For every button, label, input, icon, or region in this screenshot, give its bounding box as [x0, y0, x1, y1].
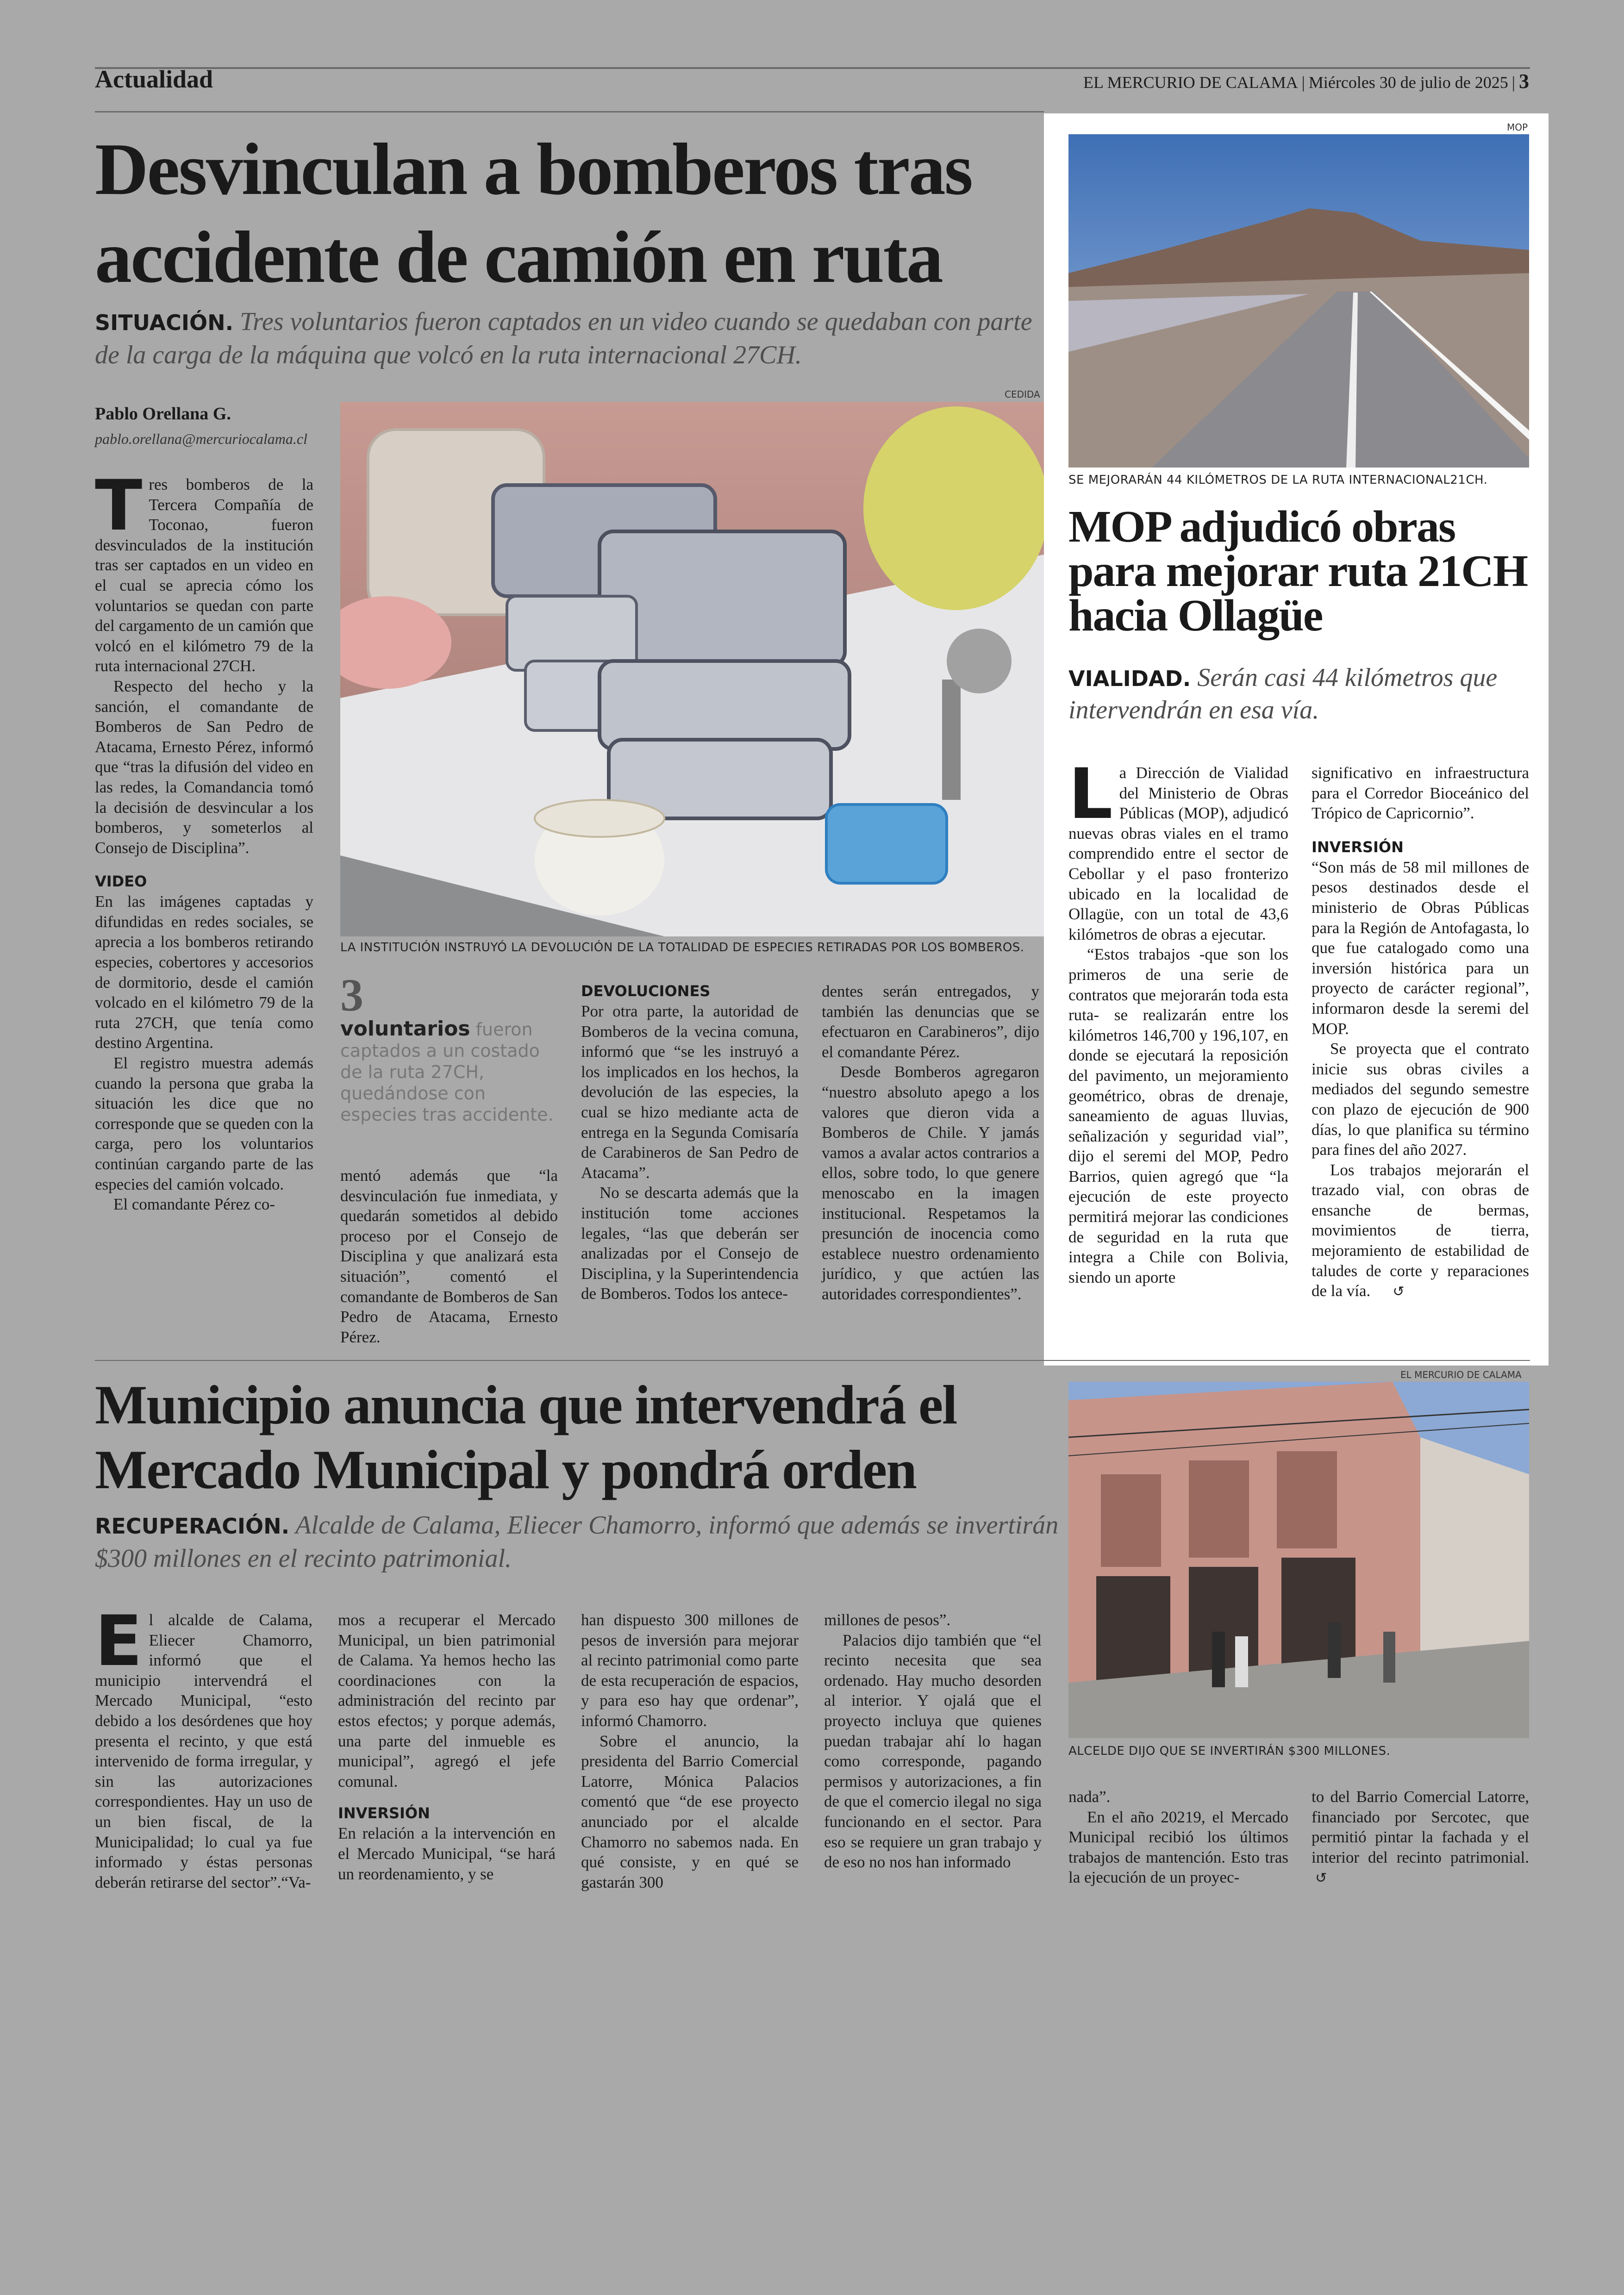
paragraph: Se proyecta que el contrato inicie sus obras civiles a mediados del segundo semestre con plazo de ejecución de 900 días, lo que planifica su término para fines del año 2027.	[1312, 1040, 1529, 1159]
paragraph: nada”.	[1068, 1788, 1111, 1806]
separator: |	[1301, 73, 1305, 92]
headline-line: para mejorar ruta 21CH	[1068, 546, 1528, 596]
deck-text: Serán casi 44 kilómetros que intervendrán en esa vía.	[1068, 663, 1498, 724]
subheading: DEVOLUCIONES	[581, 982, 711, 1000]
factoid-highlight: voluntarios	[340, 1017, 470, 1041]
road-landscape-illustration	[1068, 134, 1529, 468]
paragraph: mos a recuperar el Mercado Municipal, un bien patrimonial de Calama. Ya hemos hecho las coordinaciones con la administración del recinto par estos efectos; y porque además, una parte del inmueble es municipal”, agregó el jefe comunal.	[338, 1611, 556, 1790]
subheading: VIDEO	[95, 873, 147, 891]
section-title: Actualidad	[95, 65, 213, 93]
paragraph: mentó además que “la desvinculación fue inmediata, y quedarán sometidos al debido proceso por el Consejo de Disciplina y que analizará esta situación”, comentó el comandante de Bomberos de San Pedro de Atacama, Ernesto Pérez.	[340, 1166, 558, 1346]
photo-caption: LA INSTITUCIÓN INSTRUYÓ LA DEVOLUCIÓN DE LA TOTALIDAD DE ESPECIES RETIRADAS POR LOS BOMBEROS.	[340, 941, 1024, 954]
end-of-article-icon: ↺	[1315, 1870, 1327, 1887]
article3-column-2	[338, 1610, 556, 1884]
photo-caption: ALCELDE DIJO QUE SE INVERTIRÁN $300 MILLONES.	[1068, 1744, 1391, 1758]
paragraph: No se descarta además que la institución tome acciones legales, “las que deberán ser analizadas por el Consejo de Disciplina, y la Superintendencia de Bomberos. Todos los antece-	[581, 1184, 799, 1303]
article3-column-3	[581, 1610, 799, 1892]
cargo-illustration	[340, 402, 1044, 936]
author-name: Pablo Orellana G.	[95, 404, 231, 424]
section-divider	[95, 1360, 1530, 1361]
article2-deck	[1068, 662, 1531, 726]
headline-line: Desvinculan a bomberos tras	[95, 128, 972, 210]
publication-name: EL MERCURIO DE CALAMA	[1083, 73, 1298, 92]
article1-column-3	[581, 981, 799, 1304]
mercado-municipal-photo	[1068, 1382, 1529, 1738]
article2-headline	[1068, 502, 1531, 641]
factoid-number: 3	[340, 969, 363, 1021]
subheading: INVERSIÓN	[338, 1804, 430, 1822]
page-number: 3	[1519, 70, 1529, 93]
paragraph: En las imágenes captadas y difundidas en redes sociales, se aprecia a los bomberos retirando especies, cobertores y accesorios de dormitorio, desde el camión volcado en el kilómetro 79 de la ruta 27CH, que tenía como destino Argentina.	[95, 892, 313, 1052]
paragraph: El comandante Pérez co-	[113, 1195, 275, 1214]
deck-text: Tres voluntarios fueron captados en un video cuando se quedaban con parte de la carga de la máquina que volcó en la ruta internacional 27CH.	[95, 307, 1032, 369]
article1-deck	[95, 306, 1049, 371]
paragraph: Por otra parte, la autoridad de Bomberos de la vecina comuna, informó que “se les instruyó a los implicados en los hechos, la devolución de las especies, la cual se hizo mediante acta de entrega en la Segunda Comisaría de Carabineros de San Pedro de Atacama”.	[581, 1002, 799, 1182]
headline-line: Mercado Municipal y pondrá orden	[95, 1439, 916, 1500]
paragraph: “Estos trabajos -que son los primeros de una serie de contratos que mejorarán toda esta ruta- se realizarán entre los kilómetros 146,700 y 196,107, en donde se ejecutará la reposición del pavimento, un mejoramiento geométrico, obras de drenaje, saneamiento de aguas lluvias, señalización y seguridad vial”, dijo el seremi del MOP, Pedro Barrios, quien agregó que “la ejecución de este proyecto permitirá mejorar las condiciones de seguridad en la ruta que integra a Chile con Bolivia, siendo un aporte	[1068, 945, 1288, 1286]
drop-cap: L	[1068, 754, 1113, 835]
paragraph: En relación a la intervención en el Mercado Municipal, “se hará un reordenamiento, y se	[338, 1824, 556, 1883]
subheading: INVERSIÓN	[1312, 838, 1404, 856]
article1-column-2	[340, 1166, 558, 1347]
article3-column-6	[1312, 1787, 1529, 1889]
article2-column-2	[1312, 763, 1529, 1302]
article1-column-1	[95, 466, 313, 1215]
headline-line: accidente de camión en ruta	[95, 216, 942, 298]
headline-line: hacia Ollagüe	[1068, 591, 1323, 641]
headline-line: Municipio anuncia que intervendrá el	[95, 1374, 957, 1435]
article1-headline	[95, 125, 1049, 301]
paragraph: “Son más de 58 mil millones de pesos destinados desde el ministerio de Obras Públicas para la Región de Antofagasta, lo que fue catalogado como una inversión histórica para un proyecto de carácter regional”, informaron desde la seremi del MOP.	[1312, 858, 1529, 1038]
article3-column-4	[824, 1610, 1042, 1872]
article1-column-4	[822, 981, 1039, 1304]
factoid-text: fueron captados a un costado de la ruta 27CH, quedándose con especies tras accidente.	[340, 1019, 554, 1125]
photo-credit: EL MERCURIO DE CALAMA	[1400, 1369, 1522, 1380]
market-building-illustration	[1068, 1382, 1529, 1738]
issue-date: Miércoles 30 de julio de 2025	[1308, 73, 1508, 92]
paragraph: to del Barrio Comercial Latorre, financiado por Sercotec, que permitió pintar la fachada y el interior del recinto patrimonial.	[1312, 1788, 1529, 1866]
article3-deck	[95, 1509, 1067, 1575]
paragraph: Sobre el anuncio, la presidenta del Barrio Comercial Latorre, Mónica Palacios comentó que “de ese proyecto anunciado por el alcalde Chamorro no sabemos nada. En qué consiste, y en qué se gastarán 300	[581, 1732, 799, 1891]
kicker: RECUPERACIÓN.	[95, 1514, 290, 1539]
headline-line: MOP adjudicó obras	[1068, 502, 1455, 552]
paragraph: Los trabajos mejorarán el trazado vial, con obras de ensanche de bermas, movimientos de tierra, mejoramiento de estabilidad de taludes de corte y reparaciones de la vía.	[1312, 1160, 1529, 1300]
paragraph: millones de pesos”.	[824, 1611, 951, 1629]
route-21ch-photo	[1068, 134, 1529, 468]
paragraph: dentes serán entregados, y también las denuncias que se efectuaron en Carabineros”, dijo el comandante Pérez.	[822, 982, 1039, 1061]
end-of-article-icon: ↺	[1393, 1284, 1405, 1300]
paragraph: En el año 20219, el Mercado Municipal recibió los últimos trabajos de mantención. Esto tras la ejecución de un proyec-	[1068, 1808, 1288, 1887]
separator: |	[1512, 73, 1515, 92]
drop-cap: T	[95, 466, 143, 546]
deck-text: Alcalde de Calama, Eliecer Chamorro, informó que además se invertirán $300 millones en el recinto patrimonial.	[95, 1511, 1059, 1573]
paragraph: Respecto del hecho y la sanción, el comandante de Bomberos de San Pedro de Atacama, Ernesto Pérez, informó que “tras la difusión del video en las redes, la Comandancia tomó la decisión de desvincular a los bomberos, y someterlos al Consejo de Disciplina”.	[95, 677, 313, 857]
paragraph: a Dirección de Vialidad del Ministerio de Obras Públicas (MOP), adjudicó nuevas obras viales en el tramo comprendido entre el sector de Cebollar y el paso fronterizo ubicado en la localidad de Ollagüe, con un total de 43,6 kilómetros de obras a ejecutar.	[1068, 764, 1288, 943]
paragraph: l alcalde de Calama, Eliecer Chamorro, informó que el municipio intervendrá el Mercado Municipal, “esto debido a los desórdenes que hoy presenta el recinto, y que está intervenido de forma irregular, y sin las autorizaciones correspondientes. Hay un uso de un bien fiscal, de la Municipalidad; lo cual ya fue informado y éstas personas deberán retirarse del sector”.“Va-	[95, 1611, 312, 1891]
masthead-info	[1083, 69, 1529, 93]
photo-credit: CEDIDA	[1005, 389, 1040, 400]
paragraph: El registro muestra además cuando la persona que graba la situación les dice que no corresponde que se queden con la carga, pero los voluntarios continúan cargando parte de las especies del camión volcado.	[95, 1054, 313, 1193]
paragraph: han dispuesto 300 millones de pesos de inversión para mejorar al recinto patrimonial como parte de esta recuperación de espacios, y para eso hay que ordenar”, informó Chamorro.	[581, 1611, 799, 1730]
paragraph: Palacios dijo también que “el recinto necesita que sea ordenado. Hay mucho desorden al interior. Y ojalá que el proyecto incluya que quienes puedan trabajar ahí lo hagan como corresponde, pagando permisos y autorizaciones, a fin de que el comercio ilegal no siga funcionando en el sector. Para eso se requiere un gran trabajo y de eso no nos han informado	[824, 1631, 1042, 1871]
photo-caption: SE MEJORARÁN 44 KILÓMETROS DE LA RUTA INTERNACIONAL21CH.	[1068, 473, 1488, 487]
article3-column-1	[95, 1601, 312, 1892]
article3-column-5	[1068, 1787, 1288, 1888]
paragraph: res bomberos de la Tercera Compañía de Toconao, fueron desvinculados de la institución tras ser captados en un video en el cual se aprecia cómo los voluntarios se quedan con parte del cargamento de un camión que volcó en el kilómetro 79 de la ruta internacional 27CH.	[95, 475, 313, 675]
article3-headline	[95, 1372, 1067, 1502]
photo-credit: MOP	[1507, 122, 1528, 133]
article2-column-1	[1068, 754, 1288, 1287]
author-email[interactable]: pablo.orellana@mercuriocalama.cl	[95, 430, 307, 447]
kicker: VIALIDAD.	[1068, 666, 1191, 691]
paragraph: significativo en infraestructura para el Corredor Bioceánico del Trópico de Capricornio”.	[1312, 764, 1529, 823]
paragraph: Desde Bomberos agregaron “nuestro absoluto apego a los valores que dieron vida a Bomberos de Chile. Y jamás vamos a avalar actos contrarios a ellos, sobre todo, lo que genere menoscabo en la imagen institucional. Respetamos la presunción de inocencia como establece nuestro ordenamiento jurídico, y que actúen las autoridades correspondientes”.	[822, 1063, 1039, 1303]
drop-cap: E	[95, 1601, 143, 1682]
header-top-rule	[95, 67, 1530, 69]
factoid-box	[340, 969, 558, 1125]
firefighters-cargo-photo	[340, 402, 1044, 936]
kicker: SITUACIÓN.	[95, 310, 234, 335]
header-bottom-rule	[95, 111, 1044, 112]
